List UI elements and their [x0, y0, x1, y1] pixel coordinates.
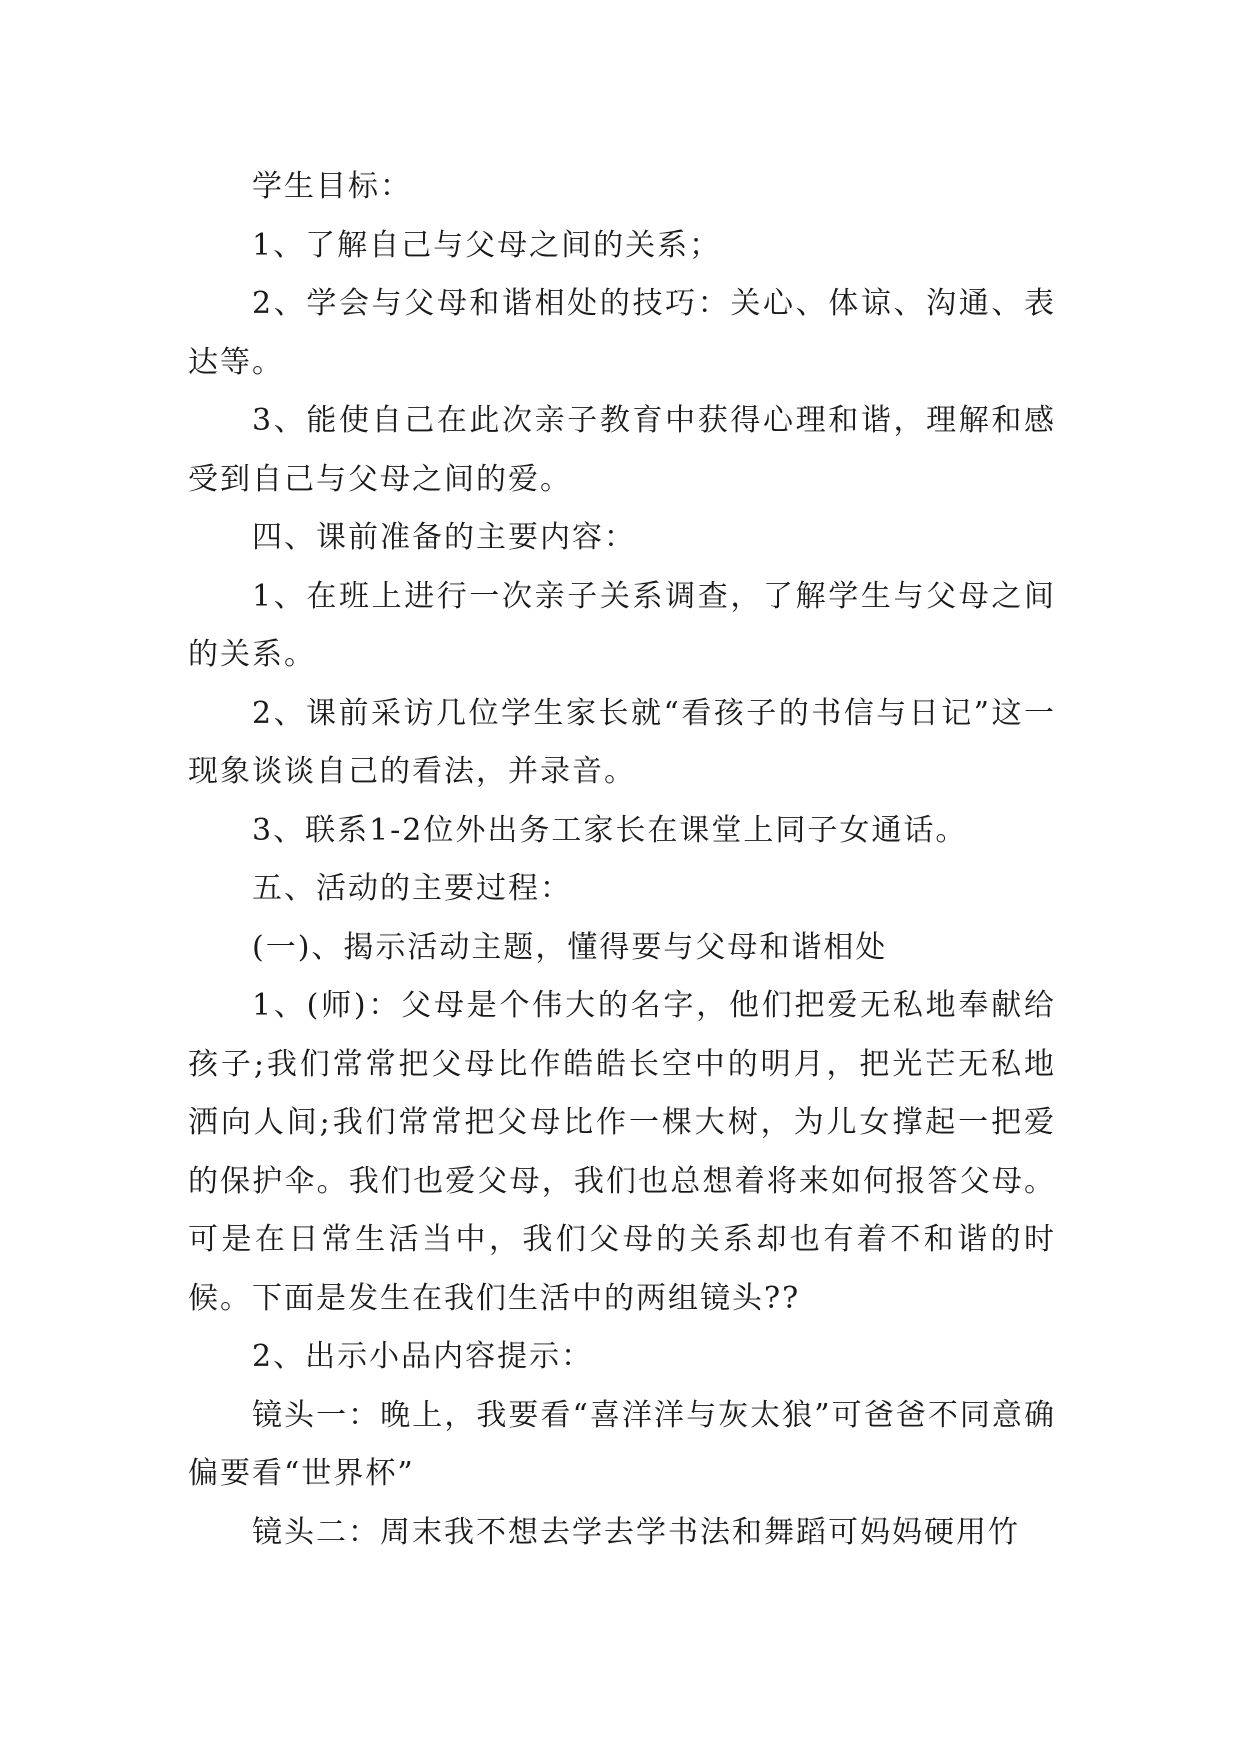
paragraph-scene-1: 镜头一：晚上，我要看“喜洋洋与灰太狼”可爸爸不同意确偏要看“世界杯”	[188, 1397, 1056, 1491]
paragraph-goal-3: 3、能使自己在此次亲子教育中获得心理和谐，理解和感受到自己与父母之间的爱。	[188, 403, 1056, 497]
subsection-heading-1: (一)、揭示活动主题，懂得要与父母和谐相处	[252, 929, 888, 965]
section-heading-process: 五、活动的主要过程：	[252, 871, 572, 906]
paragraph-prep-3: 3、联系1-2位外出务工家长在课堂上同子女通话。	[252, 812, 968, 848]
paragraph-teacher-intro: 1、(师)：父母是个伟大的名字，他们把爱无私地奉献给孩子;我们常常把父母比作皓皓长空中的明月，把光芒无私地洒向人间;我们常常把父母比作一棵大树，为儿女撑起一把爱的保护伞。我们也爱父母，我们也总想着将来如何报答父母。可是在日常生活当中，我们父母的关系却也有着不和谐的时候。下面是发生在我们生活中的两组镜头??	[188, 988, 1056, 1316]
paragraph-skit-hint: 2、出示小品内容提示：	[252, 1339, 594, 1374]
paragraph-prep-2: 2、课前采访几位学生家长就“看孩子的书信与日记”这一现象谈谈自己的看法，并录音。	[188, 695, 1056, 789]
section-heading-preparation: 四、课前准备的主要内容：	[252, 520, 636, 555]
paragraph-goal-2: 2、学会与父母和谐相处的技巧：关心、体谅、沟通、表达等。	[188, 286, 1056, 380]
paragraph-student-goals: 学生目标：	[252, 169, 412, 204]
paragraph-goal-1: 1、了解自己与父母之间的关系；	[252, 227, 722, 263]
paragraph-prep-1: 1、在班上进行一次亲子关系调查，了解学生与父母之间的关系。	[188, 578, 1056, 672]
document-body	[188, 158, 1056, 1562]
paragraph-scene-2: 镜头二：周末我不想去学去学书法和舞蹈可妈妈硬用竹	[252, 1514, 1020, 1550]
